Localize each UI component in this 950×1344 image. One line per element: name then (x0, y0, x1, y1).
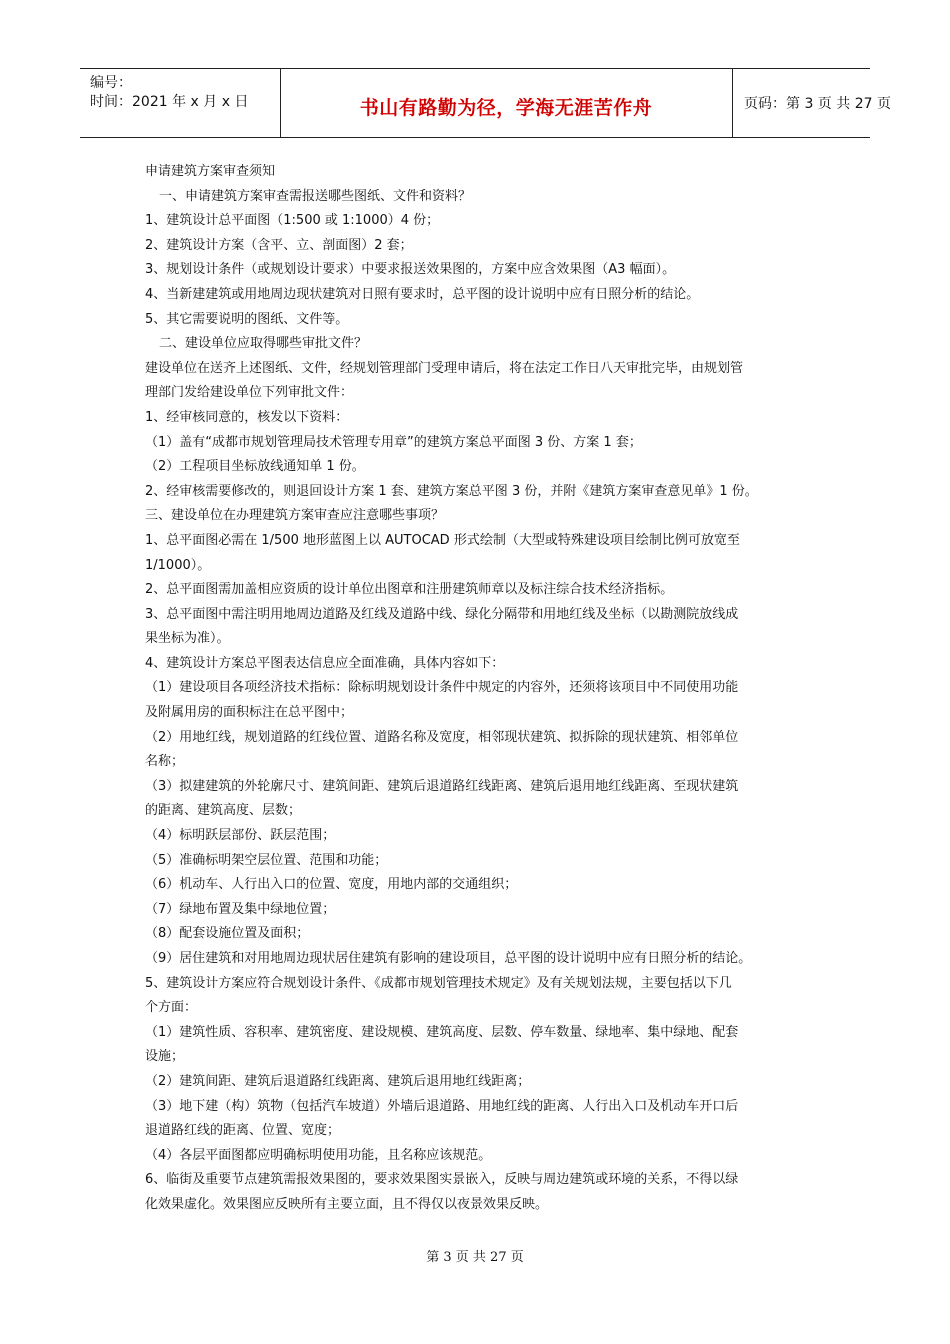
doc-title: 申请建筑方案审查须知 (145, 164, 276, 179)
paragraph-line: 及附属用房的面积标注在总平图中； (145, 705, 354, 721)
section-heading-1: 一、申请建筑方案审查需报送哪些图纸、文件和资料？ (159, 188, 472, 204)
paragraph-line: 名称； (145, 754, 185, 770)
paragraph-line: （2）工程项目坐标放线通知单 1 份。 (145, 459, 365, 475)
paragraph-line: （4）标明跃层部份、跃层范围； (145, 828, 336, 844)
paragraph-line: 6、临街及重要节点建筑需报效果图的，要求效果图实景嵌入，反映与周边建筑或环境的关系，不得以绿 (145, 1172, 739, 1188)
paragraph-line: （3）拟建建筑的外轮廓尺寸、建筑间距、建筑后退道路红线距离、建筑后退用地红线距离、至现状建筑 (145, 778, 739, 794)
paragraph-line: 3、规划设计条件（或规划设计要求）中要求报送效果图的，方案中应含效果图（A3 幅面）。 (145, 262, 676, 278)
document-body (145, 160, 810, 1218)
paragraph-line: （8）配套设施位置及面积； (145, 926, 310, 942)
paragraph-line: 设施； (145, 1049, 185, 1065)
paragraph-line: 5、建筑设计方案应符合规划设计条件、《成都市规划管理技术规定》及有关规划法规，主要包括以下几 (145, 975, 732, 991)
header-motto: 书山有路勤为径，学海无涯苦作舟 (359, 97, 653, 119)
paragraph-line: 4、当新建建筑或用地周边现状建筑对日照有要求时，总平图的设计说明中应有日照分析的结论。 (145, 286, 700, 302)
header-page-cell (732, 69, 891, 137)
paragraph-line: 2、经审核需要修改的，则退回设计方案 1 套、建筑方案总平图 3 份，并附《建筑方案审查意见单》1 份。 (145, 483, 758, 499)
paragraph-line: （1）盖有“成都市规划管理局技术管理专用章”的建筑方案总平面图 3 份、方案 1 套； (145, 434, 642, 450)
paragraph-line: 1、建筑设计总平面图（1:500 或 1:1000）4 份； (145, 213, 440, 229)
page-footer: 第 3 页 共 27 页 (426, 1250, 524, 1265)
paragraph-line: 1、总平面图必需在 1/500 地形蓝图上以 AUTOCAD 形式绘制（大型或特殊建设项目绘制比例可放宽至 (145, 532, 740, 548)
paragraph-line: （1）建筑性质、容积率、建筑密度、建设规模、建筑高度、层数、停车数量、绿地率、集中绿地、配套 (145, 1024, 739, 1040)
paragraph-line: （2）用地红线，规划道路的红线位置、道路名称及宽度，相邻现状建筑、拟拆除的现状建筑、相邻单位 (145, 729, 739, 745)
paragraph-line: 的距离、建筑高度、层数； (145, 803, 302, 819)
paragraph-line: （2）建筑间距、建筑后退道路红线距离、建筑后退用地红线距离； (145, 1073, 531, 1089)
paragraph-line: （5）准确标明架空层位置、范围和功能； (145, 852, 388, 868)
paragraph-line: 3、总平面图中需注明用地周边道路及红线及道路中线、绿化分隔带和用地红线及坐标（以勘测院放线成 (145, 606, 739, 622)
paragraph-line: 1、经审核同意的，核发以下资料： (145, 409, 349, 425)
paragraph-line: 果坐标为准）。 (145, 631, 230, 647)
paragraph-line: （4）各层平面图都应明确标明使用功能，且名称应该规范。 (145, 1147, 492, 1163)
section-heading-3: 三、建设单位在办理建筑方案审查应注意哪些事项？ (145, 508, 445, 524)
document-number-label: 编号： (90, 75, 132, 91)
paragraph-line: （9）居住建筑和对用地周边现状居住建筑有影响的建设项目，总平图的设计说明中应有日照分析的结论。 (145, 951, 752, 966)
header-page-number: 页码：第 3 页 共 27 页 (744, 96, 891, 112)
paragraph-line: 1/1000）。 (145, 557, 211, 573)
paragraph-line: 建设单位在送齐上述图纸、文件，经规划管理部门受理申请后，将在法定工作日八天审批完毕，由规划管 (145, 360, 744, 376)
paragraph-line: （6）机动车、人行出入口的位置、宽度，用地内部的交通组织； (145, 877, 518, 893)
document-date: 时间：2021 年 x 月 x 日 (90, 94, 249, 110)
paragraph-line: 5、其它需要说明的图纸、文件等。 (145, 311, 349, 327)
paragraph-line: 4、建筑设计方案总平图表达信息应全面准确，具体内容如下： (145, 655, 505, 671)
paragraph-line: 退道路红线的距离、位置、宽度； (145, 1123, 341, 1139)
section-heading-2: 二、建设单位应取得哪些审批文件？ (159, 336, 368, 352)
paragraph-line: （1）建设项目各项经济技术指标：除标明规划设计条件中规定的内容外，还须将该项目中不同使用功能 (145, 680, 739, 696)
paragraph-line: 理部门发给建设单位下列审批文件： (145, 385, 354, 401)
paragraph-line: 化效果虚化。效果图应反映所有主要立面，且不得仅以夜景效果反映。 (145, 1196, 549, 1212)
paragraph-line: （7）绿地布置及集中绿地位置； (145, 901, 336, 917)
paragraph-line: 2、建筑设计方案（含平、立、剖面图）2 套； (145, 237, 413, 253)
header-info-cell (80, 69, 281, 137)
paragraph-line: 个方面： (145, 1000, 198, 1016)
paragraph-line: （3）地下建（构）筑物（包括汽车坡道）外墙后退道路、用地红线的距离、人行出入口及机动车开口后 (145, 1098, 739, 1114)
page-header (80, 68, 891, 138)
header-motto-cell (280, 69, 733, 137)
paragraph-line: 2、总平面图需加盖相应资质的设计单位出图章和注册建筑师章以及标注综合技术经济指标。 (145, 582, 674, 598)
